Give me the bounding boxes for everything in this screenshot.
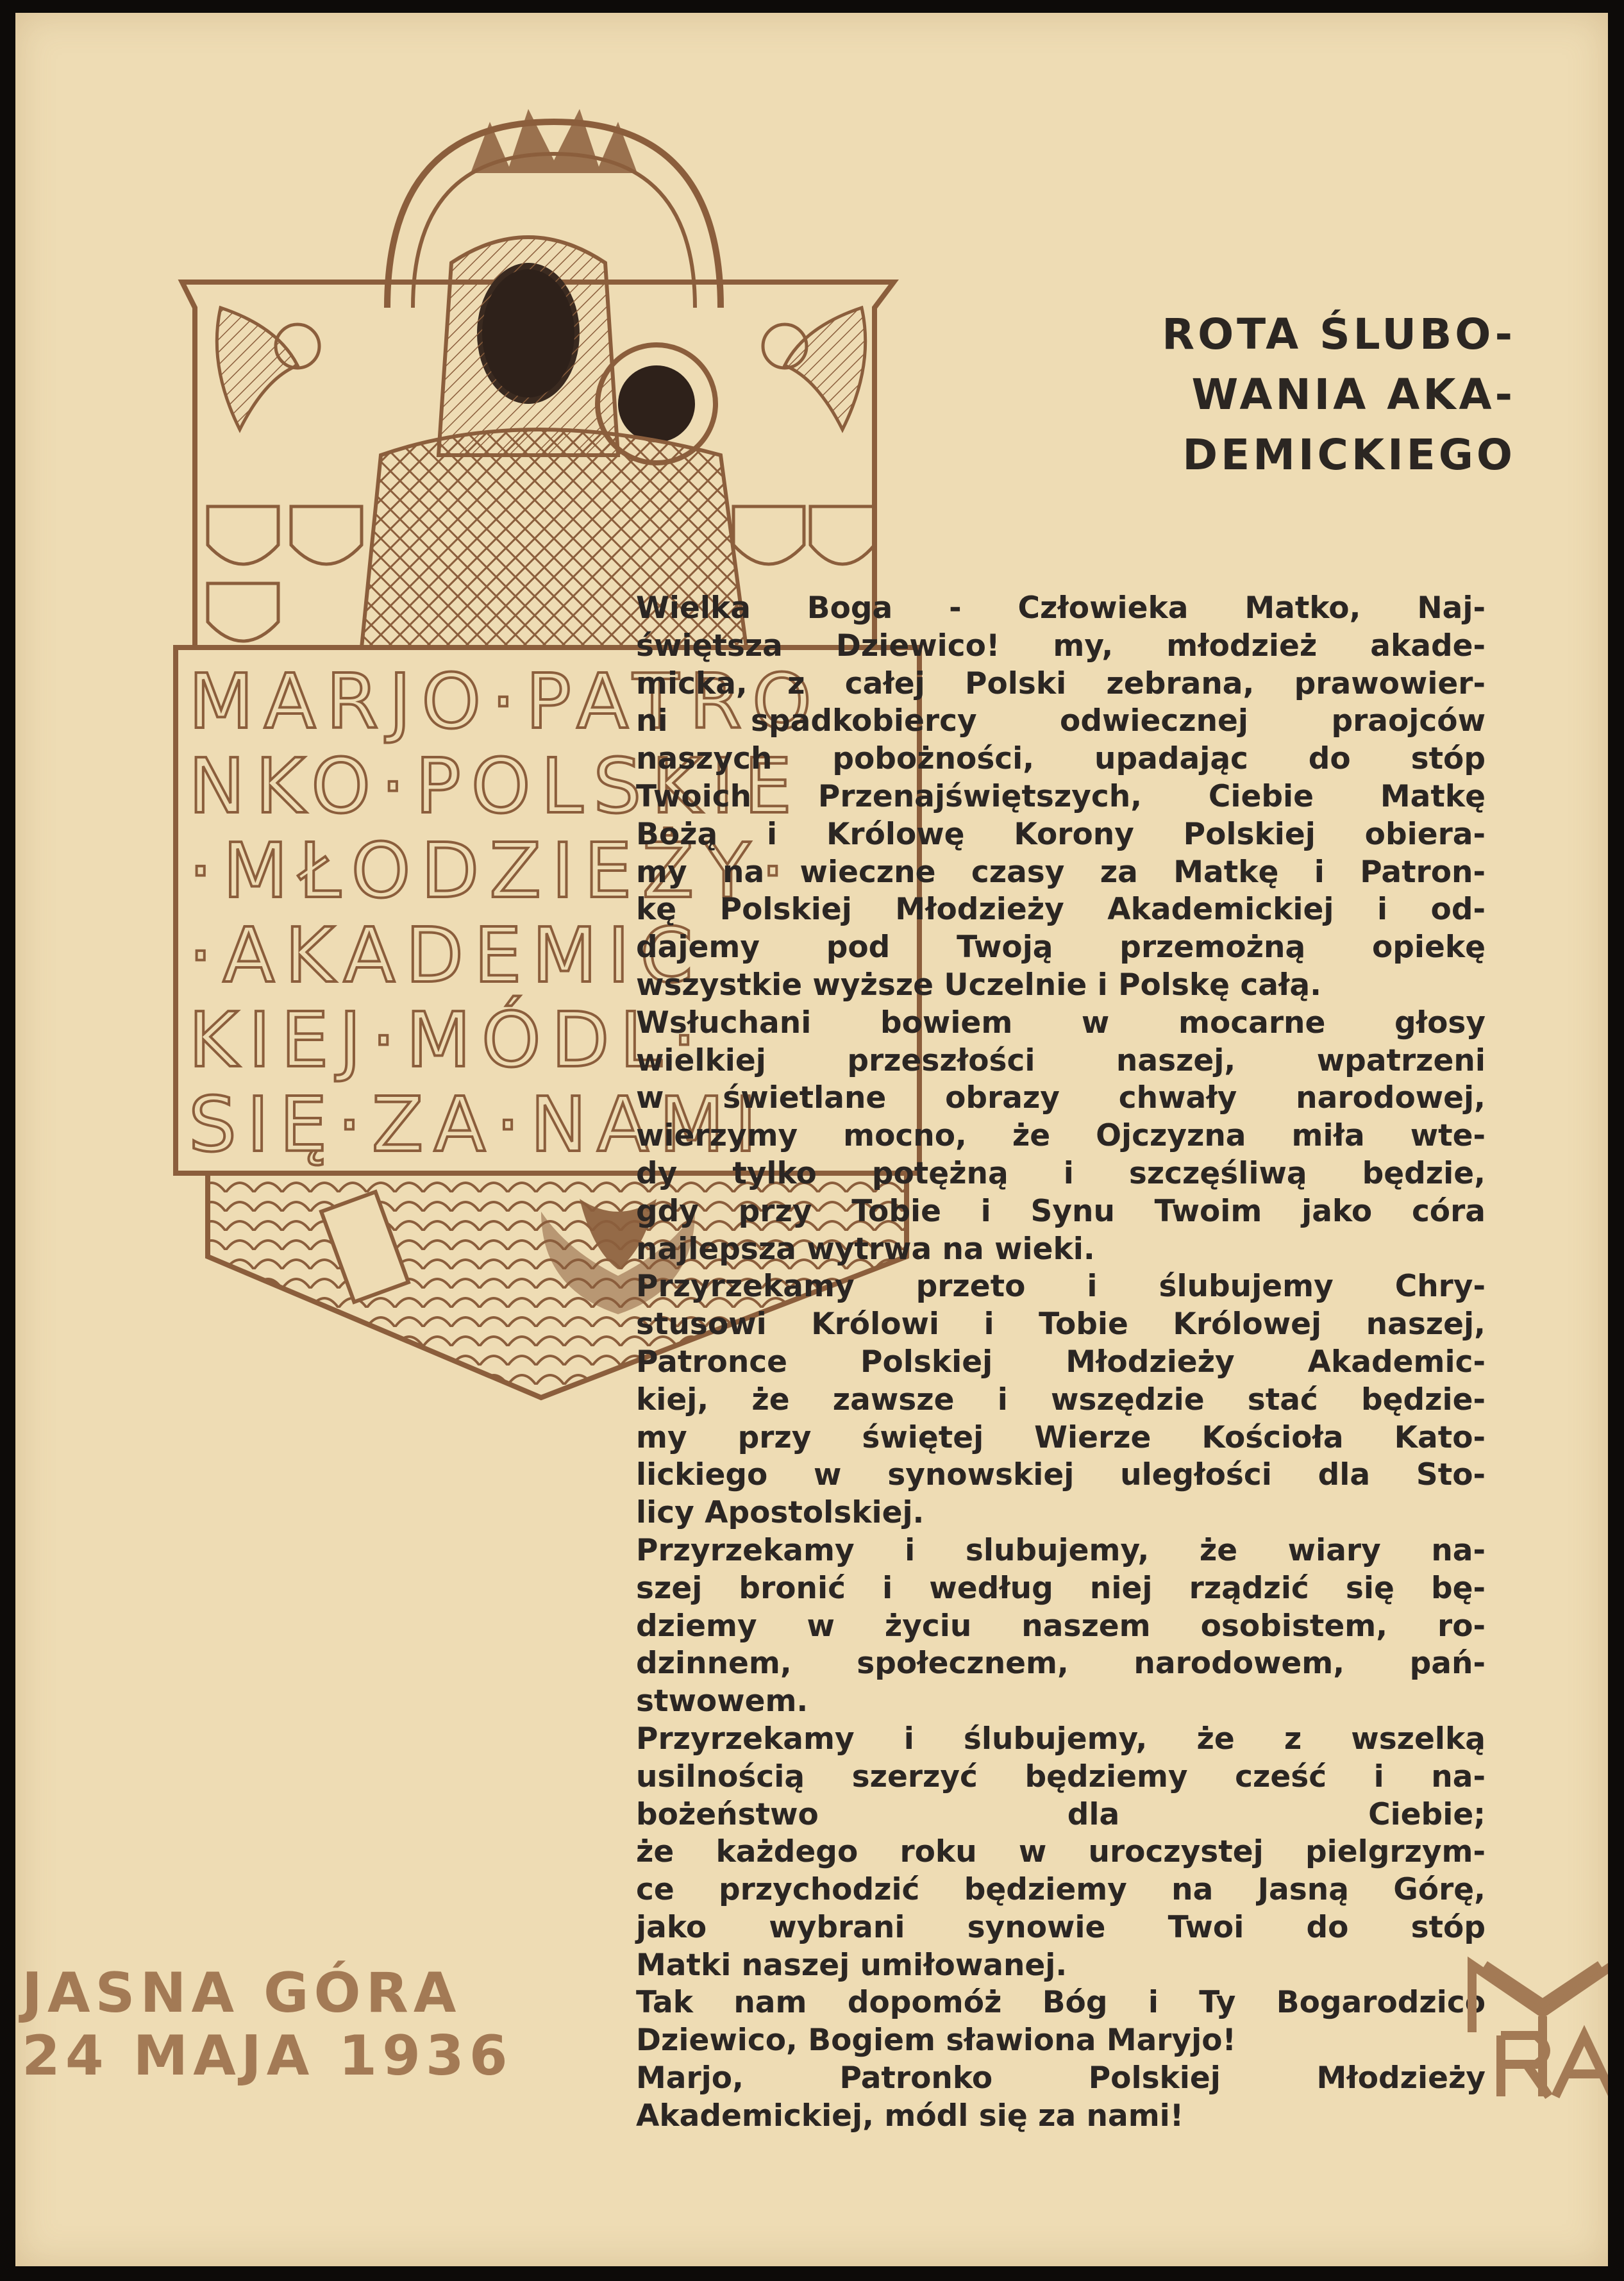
oath-line: micka, z całej Polski zebrana, prawowier-: [636, 665, 1486, 701]
oath-line: Twoich Przenajświętszych, Ciebie Matkę: [636, 778, 1486, 814]
oath-line: my przy świętej Wierze Kościoła Kato-: [636, 1419, 1486, 1455]
oath-line: stusowi Królowi i Tobie Królowej naszej,: [636, 1307, 1486, 1342]
oath-line: dzinnem, społecznem, narodowem, pań-: [636, 1646, 1486, 1682]
oath-line: świętsza Dziewico! my, młodzież akade-: [636, 628, 1486, 664]
oath-line: Tak nam dopomóż Bóg i Ty Bogarodzico: [636, 1985, 1486, 2021]
oath-line: dziemy w życiu naszem osobistem, ro-: [636, 1608, 1486, 1644]
oath-line: Akademickiej, módl się za nami!: [636, 2098, 1184, 2134]
inscription-row: ·MŁODZIEŻY·: [188, 826, 795, 915]
page-title: [1016, 305, 1516, 485]
oath-line: wielkiej przeszłości naszej, wpatrzeni: [636, 1042, 1486, 1078]
oath-line: wierzymy mocno, że Ojczyzna miła wte-: [636, 1118, 1486, 1154]
oath-line: lickiego w synowskiej uległości dla Sto-: [636, 1457, 1486, 1493]
inscription-row: SIĘ·ZA·NAMI: [188, 1080, 767, 1169]
title-line: WANIA AKA-: [1191, 370, 1516, 419]
oath-line: Matki naszej umiłowanej.: [636, 1947, 1067, 1983]
prayer-card: [15, 13, 1608, 2266]
oath-line: my na wieczne czasy za Matkę i Patron-: [636, 854, 1486, 890]
oath-line: usilnością szerzyć będziemy cześć i na-: [636, 1759, 1486, 1794]
oath-line: Dziewico, Bogiem sławiona Maryjo!: [636, 2023, 1236, 2059]
place-name: JASNA GÓRA: [22, 1961, 462, 2025]
event-date: 24 MAJA 1936: [22, 2024, 513, 2088]
oath-line: Bożą i Królowę Korony Polskiej obiera-: [636, 816, 1486, 852]
inscription-row: KIEJ·MÓDL·: [188, 996, 707, 1084]
oath-line: Przyrzekamy przeto i ślubujemy Chry-: [636, 1269, 1486, 1305]
oath-line: ni spadkobiercy odwiecznej praojców: [636, 703, 1486, 739]
inscription-row: MARJO·PATRO: [188, 657, 822, 746]
oath-line: gdy przy Tobie i Synu Twoim jako córa: [636, 1193, 1486, 1229]
oath-line: kiej, że zawsze i wszędzie stać będzie-: [636, 1382, 1486, 1417]
oath-line: ce przychodzić będziemy na Jasną Górę,: [636, 1872, 1486, 1908]
oath-line: Wsłuchani bowiem w mocarne głosy: [636, 1005, 1486, 1040]
inscription-row: ·AKADEMIC: [188, 911, 703, 999]
place-date: [22, 1962, 663, 2087]
oath-line: jako wybrani synowie Twoi do stóp: [636, 1909, 1486, 1945]
oath-line: najlepsza wytrwa na wieki.: [636, 1231, 1095, 1267]
oath-text: [636, 590, 1486, 2135]
oath-line: że każdego roku w uroczystej pielgrzym-: [636, 1834, 1486, 1870]
oath-line: bożeństwo dla Ciebie;: [636, 1796, 1486, 1832]
oath-line: Przyrzekamy i slubujemy, że wiary na-: [636, 1532, 1486, 1568]
oath-line: kę Polskiej Młodzieży Akademickiej i od-: [636, 892, 1486, 928]
oath-line: licy Apostolskiej.: [636, 1495, 925, 1531]
oath-line: szej bronić i według niej rządzić się bę-: [636, 1570, 1486, 1606]
oath-line: dajemy pod Twoją przemożną opiekę: [636, 930, 1486, 965]
oath-line: stwowem.: [636, 1684, 808, 1719]
oath-line: w świetlane obrazy chwały narodowej,: [636, 1080, 1486, 1116]
oath-line: naszych pobożności, upadając do stóp: [636, 741, 1486, 777]
oath-line: Patronce Polskiej Młodzieży Akademic-: [636, 1344, 1486, 1380]
oath-line: Marjo, Patronko Polskiej Młodzieży: [636, 2060, 1486, 2096]
oath-line: dy tylko potężną i szczęśliwą będzie,: [636, 1155, 1486, 1191]
oath-line: Przyrzekamy i ślubujemy, że z wszelką: [636, 1721, 1486, 1757]
maryja-monogram-icon: [1466, 1955, 1608, 2103]
oath-line: Wielka Boga - Człowieka Matko, Naj-: [636, 590, 1486, 626]
title-line: ROTA ŚLUBO-: [1162, 310, 1516, 359]
oath-line: wszystkie wyższe Uczelnie i Polskę całą.: [636, 967, 1321, 1003]
inscription-row: NKO·POLSKIE: [188, 742, 803, 830]
title-line: DEMICKIEGO: [1182, 430, 1516, 480]
